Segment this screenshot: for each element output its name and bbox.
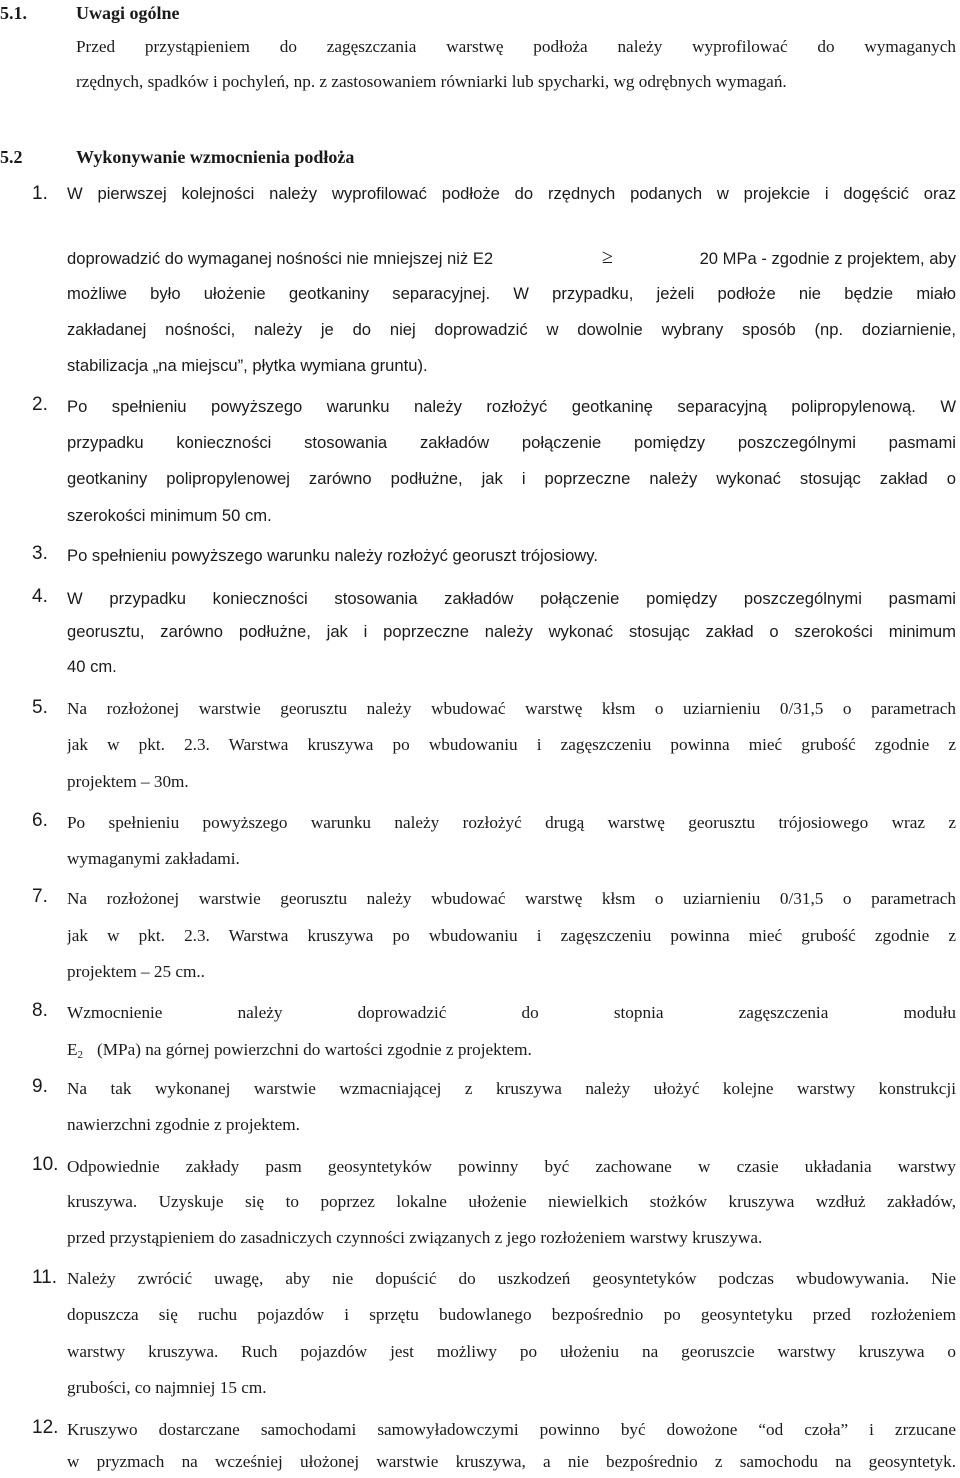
list-item-line: jak w pkt. 2.3. Warstwa kruszywa po wbudowaniu i zagęszczeniu powinna mieć grubość zgodnie z bbox=[67, 735, 956, 754]
list-number: 1. bbox=[32, 183, 48, 204]
list-item-line: nawierzchni zgodnie z projektem. bbox=[67, 1115, 300, 1134]
list-item-line: Należy zwrócić uwagę, aby nie dopuścić do uszkodzeń geosyntetyków podczas wbudowywania. Nie bbox=[67, 1269, 956, 1288]
paragraph-line: Przed przystąpieniem do zagęszczania warstwę podłoża należy wyprofilować do wymaganych bbox=[76, 37, 956, 56]
list-item-line: przed przystąpieniem do zasadniczych czynności związanych z jego rozłożeniem warstwy kruszywa. bbox=[67, 1228, 763, 1247]
list-item-line: Na rozłożonej warstwie georusztu należy wbudować warstwę kłsm o uziarnieniu 0/31,5 o parametrach bbox=[67, 889, 956, 908]
list-item-line: Na rozłożonej warstwie georusztu należy wbudować warstwę kłsm o uziarnieniu 0/31,5 o parametrach bbox=[67, 699, 956, 718]
modulus-subscript: 2 bbox=[77, 1049, 83, 1061]
list-item-line: grubości, co najmniej 15 cm. bbox=[67, 1378, 267, 1397]
list-number: 10. bbox=[32, 1154, 59, 1175]
list-item-line: możliwe było ułożenie geotkaniny separacyjnej. W przypadku, jeżeli podłoże nie będzie miało bbox=[67, 284, 956, 303]
list-item-line: geotkaniny polipropylenowej zarówno podłużne, jak i poprzeczne należy wykonać stosując zakład o bbox=[67, 469, 956, 488]
section-number: 5.1. bbox=[0, 3, 27, 23]
list-item-line: w pryzmach na wcześniej ułożonej warstwie kruszywa, a nie bezpośrednio z samochodu na geosyntetyk. bbox=[67, 1452, 956, 1471]
list-item-line: stabilizacja „na miejscu”, płytka wymiana gruntu). bbox=[67, 356, 428, 375]
list-item-line: (MPa) na górnej powierzchni do wartości zgodnie z projektem. bbox=[97, 1040, 532, 1059]
list-item-line: Wzmocnienie należy doprowadzić do stopnia zagęszczenia modułu bbox=[67, 1003, 956, 1022]
list-item-line: 40 cm. bbox=[67, 657, 117, 676]
list-number: 12. bbox=[32, 1417, 59, 1438]
list-number: 2. bbox=[32, 394, 48, 415]
list-item-line: szerokości minimum 50 cm. bbox=[67, 506, 272, 525]
list-number: 5. bbox=[32, 697, 48, 718]
list-number: 8. bbox=[32, 1000, 48, 1021]
list-item-line: warstwy kruszywa. Ruch pojazdów jest możliwy po ułożeniu na georuszcie warstwy kruszywa o bbox=[67, 1342, 956, 1361]
list-number: 7. bbox=[32, 886, 48, 907]
list-number: 11. bbox=[32, 1267, 58, 1288]
list-item-line: przypadku konieczności stosowania zakładów połączenie pomiędzy poszczególnymi pasmami bbox=[67, 433, 956, 452]
list-item-line: Po spełnieniu powyższego warunku należy rozłożyć drugą warstwę georusztu trójosiowego wraz z bbox=[67, 813, 956, 832]
list-number: 9. bbox=[32, 1076, 48, 1097]
list-item-line: kruszywa. Uzyskuje się to poprzez lokalne ułożenie niewielkich stożków kruszywa wzdłuż zakładów, bbox=[67, 1192, 956, 1211]
list-item-line: doprowadzić do wymaganej nośności nie mniejszej niż E2 bbox=[67, 249, 494, 268]
list-number: 6. bbox=[32, 810, 48, 831]
section-number: 5.2 bbox=[0, 147, 23, 167]
list-item-line: Po spełnieniu powyższego warunku należy rozłożyć georuszt trójosiowy. bbox=[67, 546, 598, 565]
list-item-line: projektem – 30m. bbox=[67, 772, 189, 791]
list-item-line: Kruszywo dostarczane samochodami samowyładowczymi powinno być dowożone “od czoła” i zrzucane bbox=[67, 1420, 956, 1439]
list-item-line: zakładanej nośności, należy je do niej doprowadzić w dowolnie wybrany sposób (np. doziarnienie, bbox=[67, 320, 956, 339]
list-number: 3. bbox=[32, 543, 48, 564]
list-item-line: Na tak wykonanej warstwie wzmacniającej z kruszywa należy ułożyć kolejne warstwy konstrukcji bbox=[67, 1079, 956, 1098]
greater-equal-symbol: ≥ bbox=[602, 246, 613, 268]
list-item-line: Odpowiednie zakłady pasm geosyntetyków powinny być zachowane w czasie układania warstwy bbox=[67, 1157, 956, 1176]
section-title: Uwagi ogólne bbox=[76, 3, 180, 23]
modulus-symbol bbox=[67, 1039, 83, 1061]
modulus-letter: E bbox=[67, 1040, 78, 1059]
list-item-line: georusztu, zarówno podłużne, jak i poprzeczne należy wykonać stosując zakład o szerokości minimum bbox=[67, 622, 956, 641]
list-item-line: W przypadku konieczności stosowania zakładów połączenie pomiędzy poszczególnymi pasmami bbox=[67, 589, 956, 608]
list-item-line: wymaganymi zakładami. bbox=[67, 849, 240, 868]
list-item-line: jak w pkt. 2.3. Warstwa kruszywa po wbudowaniu i zagęszczeniu powinna mieć grubość zgodnie z bbox=[67, 926, 956, 945]
paragraph-line: rzędnych, spadków i pochyleń, np. z zastosowaniem równiarki lub spycharki, wg odrębnych wymagań. bbox=[76, 72, 787, 91]
list-item-line: projektem – 25 cm.. bbox=[67, 962, 205, 981]
section-title: Wykonywanie wzmocnienia podłoża bbox=[76, 147, 355, 167]
list-item-line: 20 MPa - zgodnie z projektem, aby bbox=[699, 249, 956, 268]
list-item-line: dopuszcza się ruchu pojazdów i sprzętu budowlanego bezpośrednio po geosyntetyku przed rozłożeniem bbox=[67, 1305, 956, 1324]
list-item-line: Po spełnieniu powyższego warunku należy rozłożyć geotkaninę separacyjną polipropylenową. W bbox=[67, 397, 956, 416]
list-number: 4. bbox=[32, 586, 48, 607]
list-item-line: W pierwszej kolejności należy wyprofilować podłoże do rzędnych podanych w projekcie i dogęścić oraz bbox=[67, 184, 956, 203]
